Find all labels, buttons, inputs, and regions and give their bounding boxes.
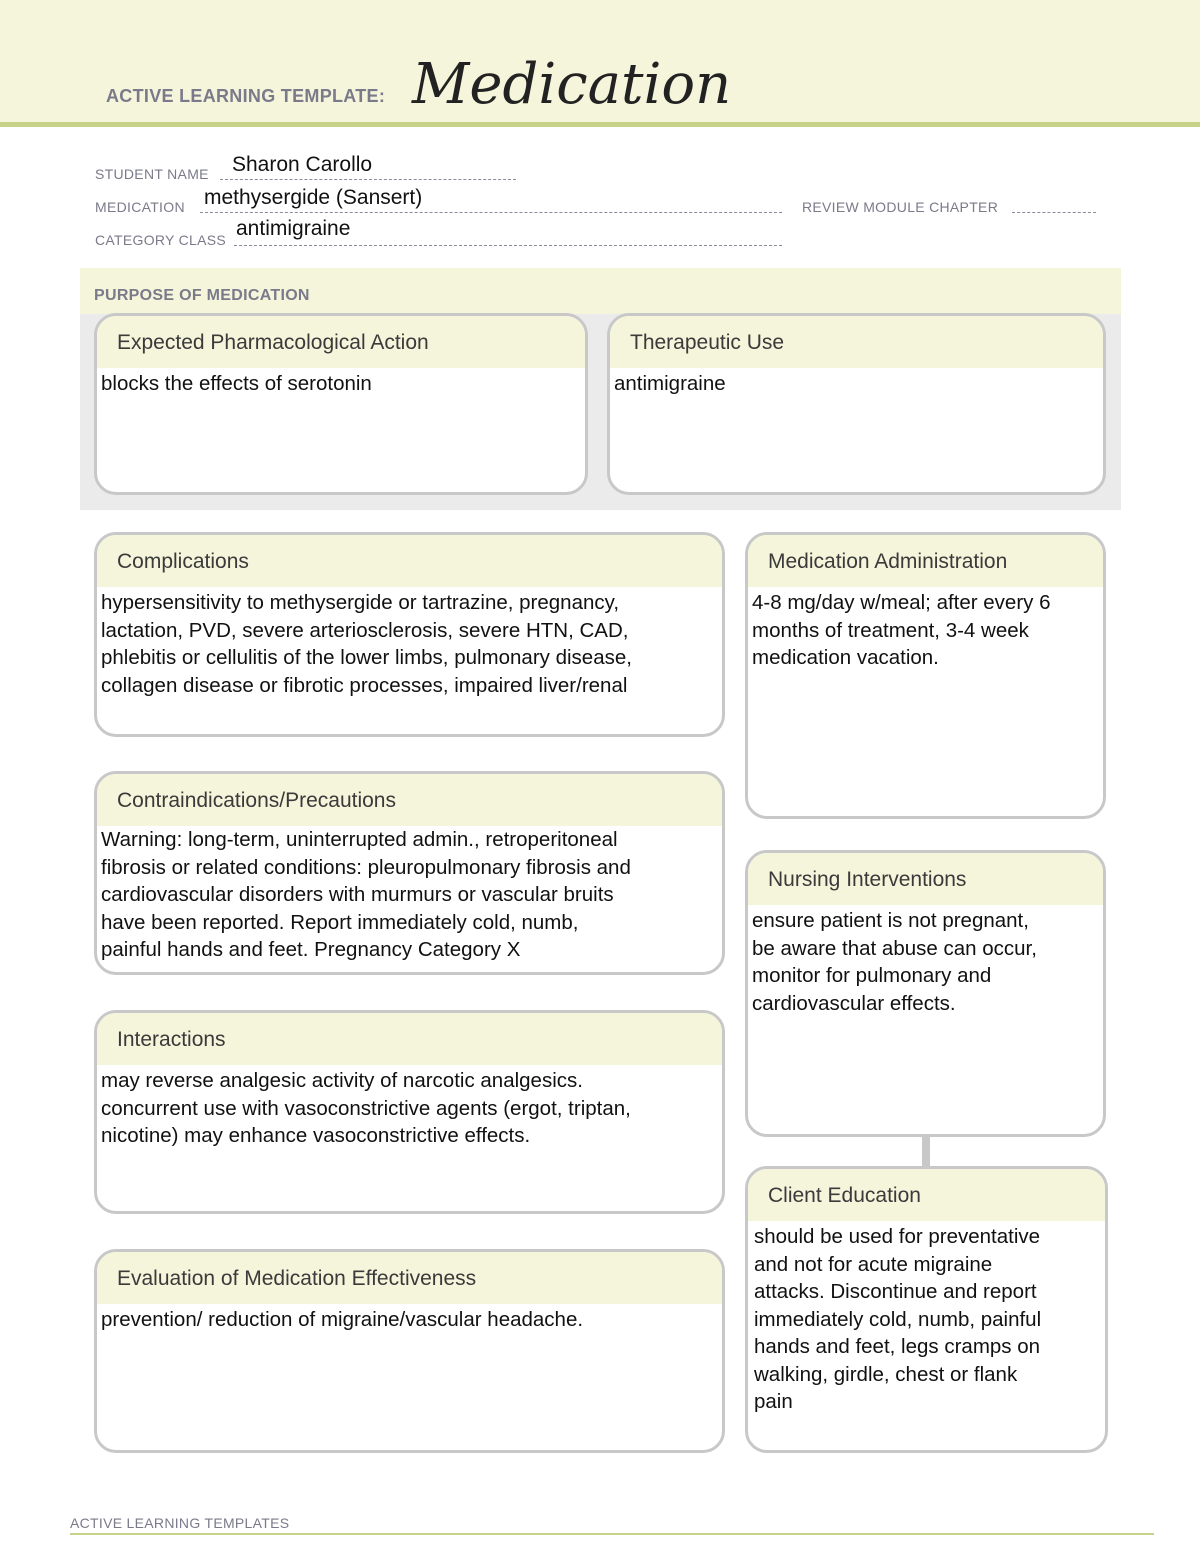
student-name-label: STUDENT NAME xyxy=(95,166,209,182)
text-line: cardiovascular disorders with murmurs or vascular bruits xyxy=(101,883,614,906)
text-line: cardiovascular effects. xyxy=(752,991,956,1015)
complications-text[interactable] xyxy=(97,587,722,699)
client-education-title: Client Education xyxy=(768,1184,921,1207)
text-line: 4-8 mg/day w/meal; after every 6 xyxy=(752,591,1051,614)
evaluation-header xyxy=(97,1252,722,1304)
text-line: concurrent use with vasoconstrictive agents (ergot, triptan, xyxy=(101,1096,631,1120)
complications-header xyxy=(97,535,722,587)
text-line: walking, girdle, chest or flank xyxy=(754,1362,1018,1386)
contraindications-title: Contraindications/Precautions xyxy=(117,789,396,812)
purpose-label: PURPOSE OF MEDICATION xyxy=(94,287,310,304)
student-name-line xyxy=(220,179,516,180)
client-education-text[interactable] xyxy=(748,1221,1105,1416)
expected-action-box xyxy=(94,313,588,495)
medication-field[interactable]: methysergide (Sansert) xyxy=(204,186,423,209)
therapeutic-use-box xyxy=(607,313,1106,495)
text-line: hands and feet, legs cramps on xyxy=(754,1335,1041,1358)
text-line: and not for acute migraine xyxy=(754,1252,993,1276)
review-module-field[interactable] xyxy=(1012,212,1096,213)
expected-action-header xyxy=(97,316,585,368)
therapeutic-use-header xyxy=(610,316,1103,368)
complications-box xyxy=(94,532,725,737)
text-line: phlebitis or cellulitis of the lower limbs, pulmonary disease, xyxy=(101,646,632,669)
administration-box xyxy=(745,532,1106,819)
interactions-header xyxy=(97,1013,722,1065)
expected-action-title: Expected Pharmacological Action xyxy=(117,331,429,354)
page-title: Medication xyxy=(412,52,732,117)
student-name-field[interactable]: Sharon Carollo xyxy=(232,153,373,176)
contraindications-header xyxy=(97,774,722,826)
complications-title: Complications xyxy=(117,550,249,573)
interactions-text[interactable] xyxy=(97,1065,722,1150)
text-line: prevention/ reduction of migraine/vascular headache. xyxy=(101,1308,584,1331)
text-line: be aware that abuse can occur, xyxy=(752,936,1037,960)
contraindications-text[interactable] xyxy=(97,826,722,964)
text-line: may reverse analgesic activity of narcotic analgesics. xyxy=(101,1069,583,1092)
text-line: hypersensitivity to methysergide or tartrazine, pregnancy, xyxy=(101,591,620,614)
nursing-interventions-title: Nursing Interventions xyxy=(768,868,967,891)
nursing-interventions-box xyxy=(745,850,1106,1137)
footer-rule xyxy=(70,1533,1154,1535)
therapeutic-use-text[interactable]: antimigraine xyxy=(614,372,726,395)
medication-label: MEDICATION xyxy=(95,199,185,215)
evaluation-title: Evaluation of Medication Effectiveness xyxy=(117,1267,477,1290)
text-line: lactation, PVD, severe arteriosclerosis, severe HTN, CAD, xyxy=(101,618,629,642)
text-line: collagen disease or fibrotic processes, impaired liver/renal xyxy=(101,673,628,697)
template-label: ACTIVE LEARNING TEMPLATE: xyxy=(106,86,386,106)
expected-action-text[interactable]: blocks the effects of serotonin xyxy=(101,372,372,395)
administration-text[interactable] xyxy=(748,587,1103,672)
nursing-interventions-header xyxy=(748,853,1103,905)
administration-title: Medication Administration xyxy=(768,550,1008,573)
text-line: medication vacation. xyxy=(752,646,939,669)
text-line: immediately cold, numb, painful xyxy=(754,1307,1042,1331)
nursing-interventions-text[interactable] xyxy=(748,905,1103,1017)
text-line: painful hands and feet. Pregnancy Category X xyxy=(101,938,521,961)
client-education-box xyxy=(745,1166,1108,1453)
text-line: pain xyxy=(754,1390,793,1413)
category-class-field[interactable]: antimigraine xyxy=(236,217,351,240)
text-line: Warning: long-term, uninterrupted admin., retroperitoneal xyxy=(101,828,618,851)
interactions-title: Interactions xyxy=(117,1028,226,1051)
therapeutic-use-title: Therapeutic Use xyxy=(630,331,785,354)
client-education-header xyxy=(748,1169,1105,1221)
review-module-label: REVIEW MODULE CHAPTER xyxy=(802,199,999,215)
text-line: fibrosis or related conditions: pleuropulmonary fibrosis and xyxy=(101,855,631,879)
text-line: attacks. Discontinue and report xyxy=(754,1280,1037,1303)
text-line: should be used for preventative xyxy=(754,1225,1041,1248)
footer-label: ACTIVE LEARNING TEMPLATES xyxy=(70,1515,290,1531)
header-rule xyxy=(0,122,1200,127)
contraindications-box xyxy=(94,771,725,975)
category-class-label: CATEGORY CLASS xyxy=(95,232,227,248)
text-line: ensure patient is not pregnant, xyxy=(752,909,1029,932)
medication-line xyxy=(200,212,782,213)
text-line: have been reported. Report immediately cold, numb, xyxy=(101,910,579,934)
evaluation-text[interactable] xyxy=(97,1304,722,1334)
interactions-box xyxy=(94,1010,725,1214)
text-line: months of treatment, 3-4 week xyxy=(752,618,1029,642)
category-class-line xyxy=(234,245,782,246)
text-line: monitor for pulmonary and xyxy=(752,964,992,987)
connector-line xyxy=(922,1136,930,1166)
evaluation-box xyxy=(94,1249,725,1453)
administration-header xyxy=(748,535,1103,587)
text-line: nicotine) may enhance vasoconstrictive effects. xyxy=(101,1124,531,1147)
